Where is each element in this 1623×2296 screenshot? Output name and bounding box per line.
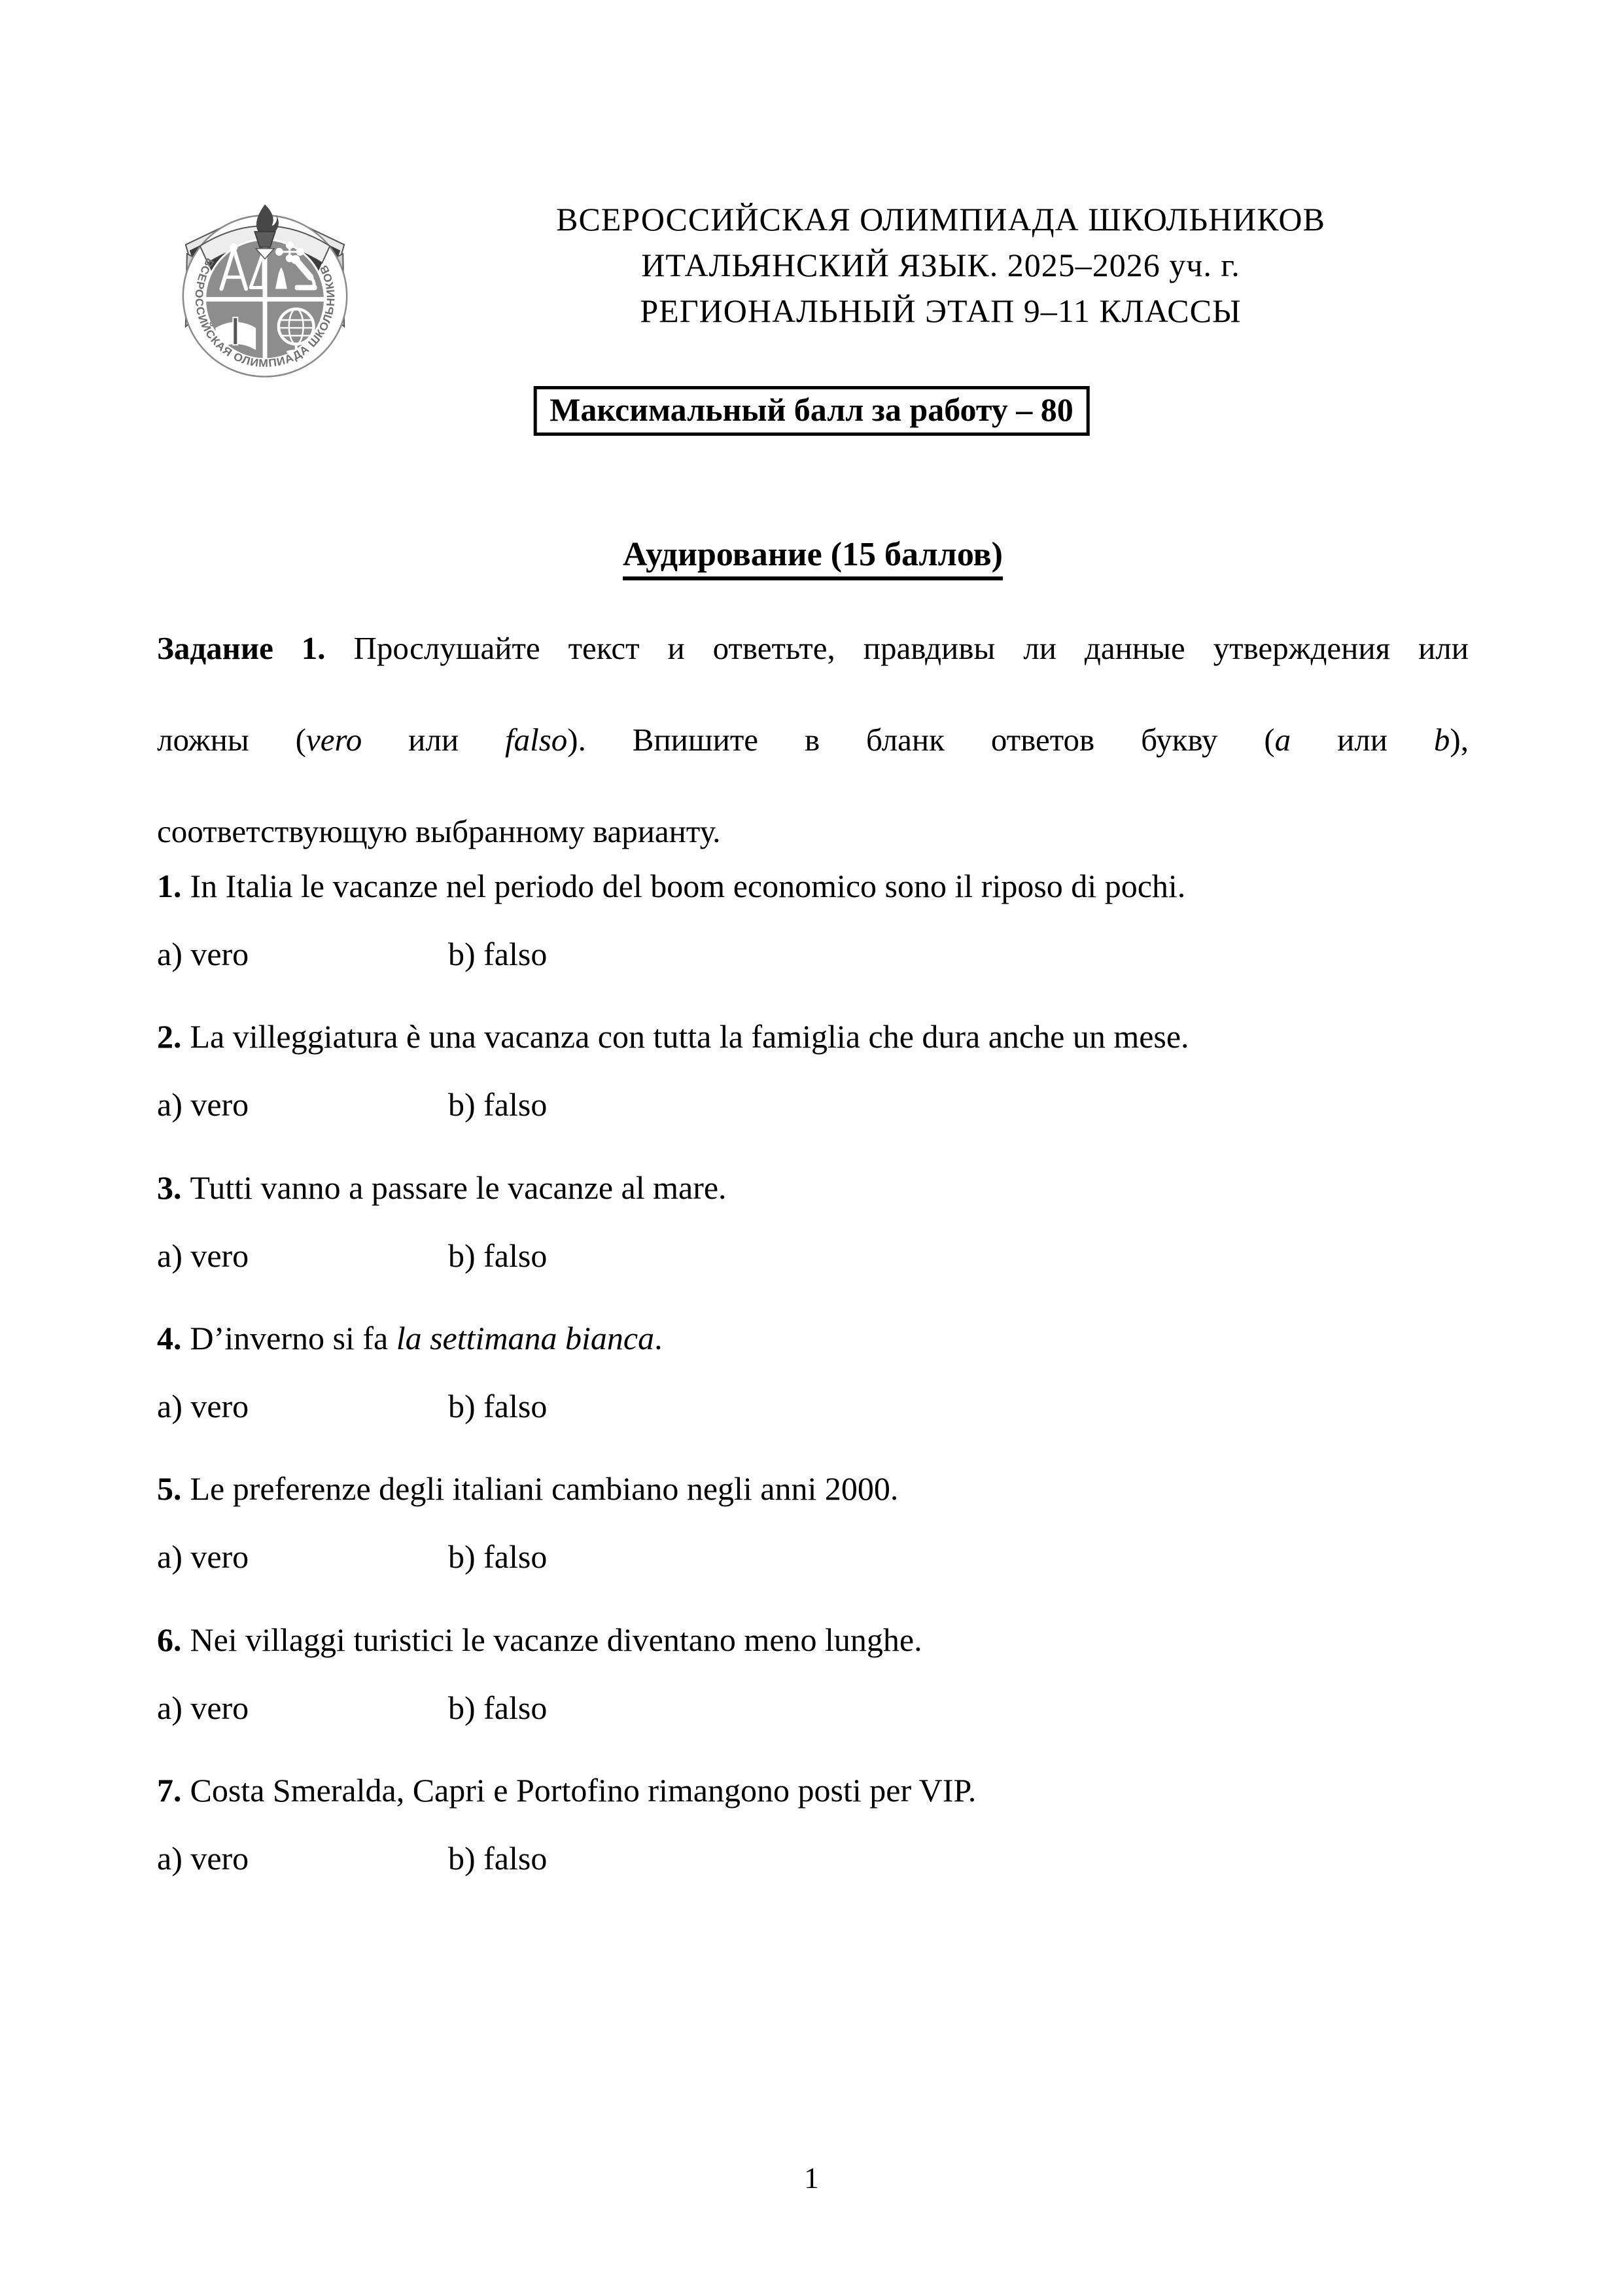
- question-options: [157, 1387, 547, 1425]
- option-a-vero: a) vero: [157, 1237, 249, 1274]
- text-run: ). Впишите в бланк ответов букву (: [567, 722, 1275, 758]
- question-options: [157, 935, 547, 973]
- option-b-falso: b) falso: [448, 936, 548, 972]
- task-instruction-line: [157, 626, 1469, 717]
- olympiad-emblem-logo: [167, 190, 362, 382]
- section-title: [157, 535, 1469, 574]
- text-run: b: [1433, 722, 1450, 758]
- question-number: 1.: [157, 868, 182, 904]
- header-line-olympiad: ВСЕРОССИЙСКАЯ ОЛИМПИАДА ШКОЛЬНИКОВ: [556, 201, 1325, 238]
- question-text: [157, 1621, 1472, 1659]
- option-b-falso: b) falso: [448, 1086, 548, 1123]
- text-run: falso: [504, 722, 568, 758]
- text-run: In Italia le vacanze nel periodo del boom economico sono il riposo di pochi.: [190, 868, 1186, 904]
- max-score-text: Максимальный балл за работу – 80: [550, 391, 1073, 428]
- text-run: la settimana bianca: [396, 1320, 655, 1356]
- header-line-subject-year: ИТАЛЬЯНСКИЙ ЯЗЫК. 2025–2026 уч. г.: [641, 247, 1240, 283]
- option-b-falso: b) falso: [448, 1689, 548, 1726]
- question-options: [157, 1839, 547, 1877]
- option-b-falso: b) falso: [448, 1388, 548, 1424]
- question-item: [157, 867, 1472, 972]
- question-number: 3.: [157, 1169, 182, 1206]
- question-number: 2.: [157, 1018, 182, 1055]
- text-run: Прослушайте текст и ответьте, правдивы ли данные утверждения или: [325, 630, 1469, 666]
- text-run: ложны (: [157, 722, 306, 758]
- question-options: [157, 1086, 547, 1123]
- option-a-vero: a) vero: [157, 1086, 249, 1123]
- text-run: Задание 1.: [157, 630, 326, 666]
- question-text: [157, 1169, 1472, 1207]
- option-a-vero: a) vero: [157, 936, 249, 972]
- option-a-vero: a) vero: [157, 1840, 249, 1877]
- question-item: [157, 1470, 1472, 1575]
- question-text: [157, 1017, 1472, 1055]
- question-statement: [190, 1470, 899, 1507]
- text-run: или: [1291, 722, 1434, 758]
- option-a-vero: a) vero: [157, 1388, 249, 1424]
- text-run: La villeggiatura è una vacanza con tutta la famiglia che dura anche un mese.: [190, 1018, 1189, 1055]
- text-run: Nei villaggi turistici le vacanze diventano meno lunghe.: [190, 1621, 922, 1658]
- task-instruction-line: [157, 809, 1469, 855]
- text-run: соответствующую выбранному варианту.: [157, 813, 721, 849]
- text-run: vero: [305, 722, 362, 758]
- max-score-box: [533, 386, 1090, 436]
- page-number: 1: [804, 2161, 819, 2195]
- question-number: 6.: [157, 1621, 182, 1658]
- text-run: D’inverno si fa: [190, 1320, 396, 1356]
- header-line-stage-classes: РЕГИОНАЛЬНЫЙ ЭТАП 9–11 КЛАССЫ: [640, 292, 1242, 329]
- text-run: .: [654, 1320, 663, 1356]
- question-options: [157, 1689, 547, 1727]
- document-header: [366, 196, 1515, 334]
- question-statement: [190, 1772, 977, 1809]
- option-b-falso: b) falso: [448, 1840, 548, 1877]
- question-number: 5.: [157, 1470, 182, 1507]
- option-a-vero: a) vero: [157, 1689, 249, 1726]
- option-a-vero: a) vero: [157, 1538, 249, 1575]
- emblem-circular-text: ВСЕРОССИЙСКАЯ ОЛИМПИАДА ШКОЛЬНИКОВ: [192, 256, 338, 370]
- task-instructions: [157, 626, 1469, 855]
- question-options: [157, 1237, 547, 1275]
- question-text: [157, 867, 1472, 905]
- section-title-text: Аудирование (15 баллов): [623, 536, 1003, 580]
- text-run: Tutti vanno a passare le vacanze al mare.: [190, 1169, 727, 1206]
- question-item: [157, 1169, 1472, 1274]
- option-b-falso: b) falso: [448, 1538, 548, 1575]
- question-statement: [190, 1169, 727, 1206]
- question-item: [157, 1319, 1472, 1424]
- question-statement: [190, 868, 1186, 904]
- question-item: [157, 1771, 1472, 1877]
- task-instruction-line: [157, 717, 1469, 809]
- question-text: [157, 1319, 1472, 1357]
- question-item: [157, 1017, 1472, 1123]
- option-b-falso: b) falso: [448, 1237, 548, 1274]
- question-statement: [190, 1018, 1189, 1055]
- question-number: 7.: [157, 1772, 182, 1809]
- question-statement: [190, 1320, 663, 1356]
- question-number: 4.: [157, 1320, 182, 1356]
- question-options: [157, 1538, 547, 1576]
- text-run: Costa Smeralda, Capri e Portofino rimangono posti per VIP.: [190, 1772, 977, 1809]
- question-text: [157, 1771, 1472, 1809]
- question-statement: [190, 1621, 922, 1658]
- text-run: a: [1274, 722, 1291, 758]
- text-run: Le preferenze degli italiani cambiano negli anni 2000.: [190, 1470, 899, 1507]
- text-run: ),: [1450, 722, 1469, 758]
- question-item: [157, 1621, 1472, 1726]
- question-text: [157, 1470, 1472, 1508]
- text-run: или: [362, 722, 505, 758]
